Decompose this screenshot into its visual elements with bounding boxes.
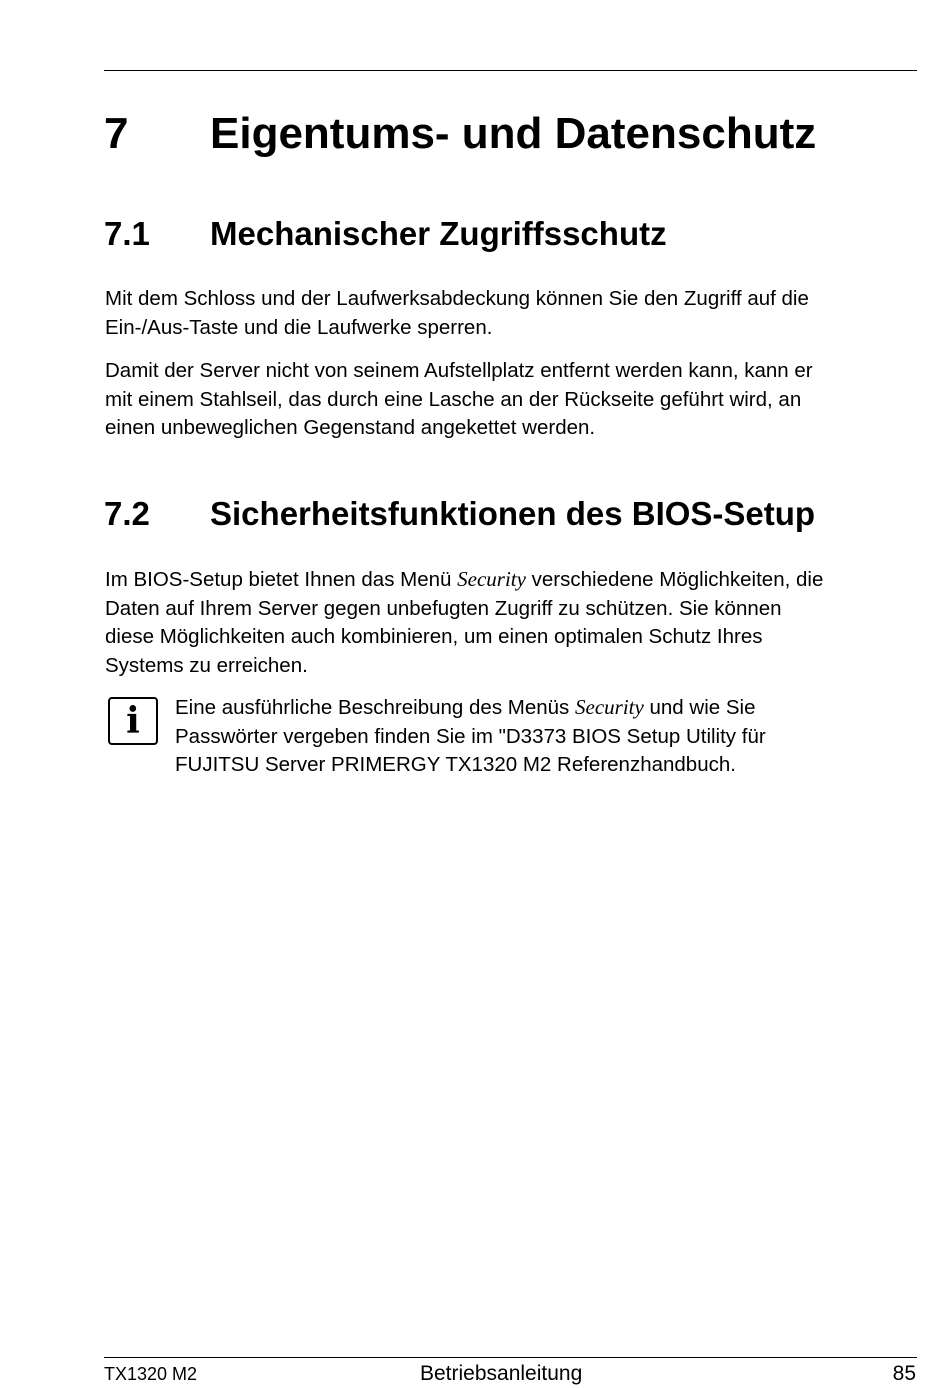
section-number: 7.2 bbox=[104, 495, 150, 532]
text-line: Damit der Server nicht von seinem Aufstellplatz entfernt werden kann, kann er bbox=[105, 359, 813, 382]
text-line: Mit dem Schloss und der Laufwerksabdeckung können Sie den Zugriff auf die bbox=[105, 287, 809, 310]
text-line: diese Möglichkeiten auch kombinieren, um einen optimalen Schutz Ihres bbox=[105, 625, 763, 648]
info-note bbox=[175, 693, 920, 780]
menu-term-security: Security bbox=[575, 695, 644, 719]
text-line: Ein-/Aus-Taste und die Laufwerke sperren. bbox=[105, 315, 493, 339]
menu-term-security: Security bbox=[457, 567, 526, 591]
text-line: mit einem Stahlseil, das durch eine Lasche an der Rückseite geführt wird, an bbox=[105, 387, 802, 411]
paragraph-steel-cable bbox=[105, 357, 920, 443]
text-line: Passwörter vergeben finden Sie im "D3373 BIOS Setup Utility für bbox=[175, 724, 766, 748]
section-number: 7.1 bbox=[104, 215, 150, 252]
footer-rule bbox=[104, 1357, 917, 1358]
text-line: Systems zu erreichen. bbox=[105, 653, 308, 677]
text-fragment: Im BIOS-Setup bietet Ihnen das Menü bbox=[105, 568, 458, 591]
text-line bbox=[105, 565, 920, 595]
footer-model: TX1320 M2 bbox=[104, 1364, 198, 1384]
text-line bbox=[175, 693, 920, 723]
section-title: Mechanischer Zugriffsschutz bbox=[210, 215, 667, 252]
text-fragment: verschiedene Möglichkeiten, die bbox=[525, 568, 824, 591]
text-line: einen unbeweglichen Gegenstand angekettet werden. bbox=[105, 416, 596, 439]
paragraph-lock bbox=[105, 285, 920, 342]
text-line: FUJITSU Server PRIMERGY TX1320 M2 Referenzhandbuch. bbox=[175, 753, 736, 776]
section-title: Sicherheitsfunktionen des BIOS-Setup bbox=[210, 495, 816, 532]
text-fragment: Eine ausführliche Beschreibung des Menüs bbox=[175, 696, 575, 719]
paragraph-bios-security bbox=[105, 565, 920, 680]
footer-doc-type: Betriebsanleitung bbox=[420, 1362, 583, 1385]
text-line: Daten auf Ihrem Server gegen unbefugten Zugriff zu schützen. Sie können bbox=[105, 596, 782, 620]
footer-page-number: 85 bbox=[892, 1362, 916, 1385]
chapter-title: Eigentums- und Datenschutz bbox=[210, 109, 817, 158]
info-icon: i bbox=[108, 697, 158, 745]
header-rule bbox=[104, 70, 917, 71]
chapter-number: 7 bbox=[104, 109, 129, 158]
text-fragment: und wie Sie bbox=[643, 696, 756, 719]
